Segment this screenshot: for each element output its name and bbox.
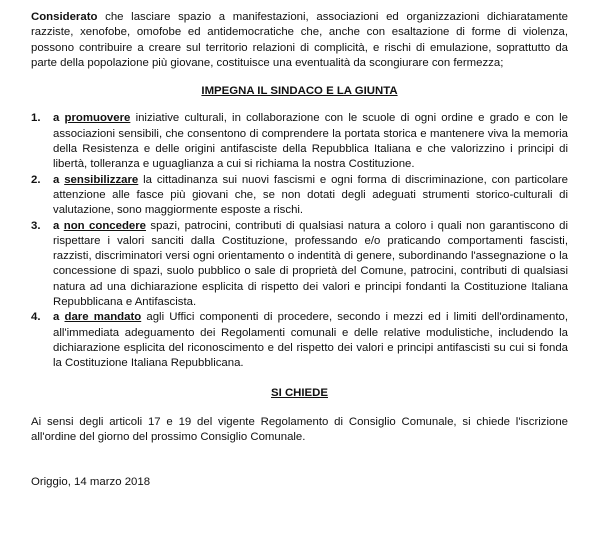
item-prefix: a [53, 173, 65, 186]
intro-text: che lasciare spazio a manifestazioni, associazioni ed organizzazioni dichiaratamente razziste, xenofobe, omofobe ed antidemocratiche che, anche con esaltazione di forme di violenza, possono contribuire a creare sul territorio relazioni di complicità, e rischi di emulazione, soprattutto da parte della popolazione più giovane, costituisce una eventualità da scongiurare con fermezza; [31, 11, 568, 69]
request-paragraph: Ai sensi degli articoli 17 e 19 del vigente Regolamento di Consiglio Comunale, si chiede l'iscrizione all'ordine del giorno del prossimo Consiglio Comunale. [31, 415, 568, 444]
item-number: 1. [31, 112, 41, 125]
heading-impegna: IMPEGNA IL SINDACO E LA GIUNTA [201, 85, 398, 98]
item-number: 4. [31, 311, 41, 324]
heading-si-chiede: SI CHIEDE [271, 386, 328, 399]
item-number: 3. [31, 219, 41, 232]
item-prefix: a [53, 112, 65, 125]
list-item [31, 219, 568, 311]
item-number: 2. [31, 173, 41, 186]
list-item [31, 173, 568, 219]
intro-paragraph [31, 10, 568, 71]
item-text: la cittadinanza sui nuovi fascismi e ogni forma di discriminazione, con particolare attenzione alle fasce più giovani che, se non dotati degli adeguati strumenti storico-culturali di valutazione, sono maggiormente esposte a rischi. [53, 173, 569, 217]
item-verb: non concedere [63, 219, 147, 232]
signature-date: Origgio, 14 marzo 2018 [31, 476, 151, 489]
list-item [31, 111, 568, 172]
item-text: iniziative culturali, in collaborazione con le scuole di ogni ordine e grado e con le associazioni sensibili, che consentono di comprendere la portata storica e mantenere viva la memoria della Resistenza e delle origini antifasciste della Repubblica Italiana e che valorizzino i principi di libertà, tolleranza e uguaglianza a cui si richiama la nostra Costituzione. [53, 112, 568, 171]
list-item [31, 310, 568, 371]
item-verb: sensibilizzare [64, 173, 139, 186]
item-verb: promuovere [64, 112, 131, 125]
item-text: agli Uffici componenti di procedere, secondo i mezzi ed i limiti dell'ordinamento, all'immediata adeguamento dei Regolamenti comunali e delle relative modulistiche, includendo la dichiarazione esplicita del riconoscimento e del rispetto dei valori e principi antifascisti su cui si fonda la Costituzione Italiana Repubblicana. [53, 311, 569, 370]
item-prefix: a [53, 219, 64, 232]
commitments-list [31, 111, 568, 371]
intro-lead: Considerato [31, 11, 98, 23]
item-text: spazi, patrocini, contributi di qualsiasi natura a coloro i quali non garantiscono di rispettare i valori sanciti dalla Costituzione, professando e/o praticando comportamenti fascisti, razzisti, discriminatori versi ogni orientamento o indentità di genere, subordinando l'assegnazione o la concessione di spazi, suolo pubblico o sale di proprietà del Comune, patrocini, contributi di qualsiasi natura ad una dichiarazione esplicita di rispetto dei valori e principi fondanti la Costituzione Italiana Repubblicana e Antifascista. [53, 219, 568, 309]
item-prefix: a [53, 311, 65, 324]
item-verb: dare mandato [64, 311, 142, 324]
